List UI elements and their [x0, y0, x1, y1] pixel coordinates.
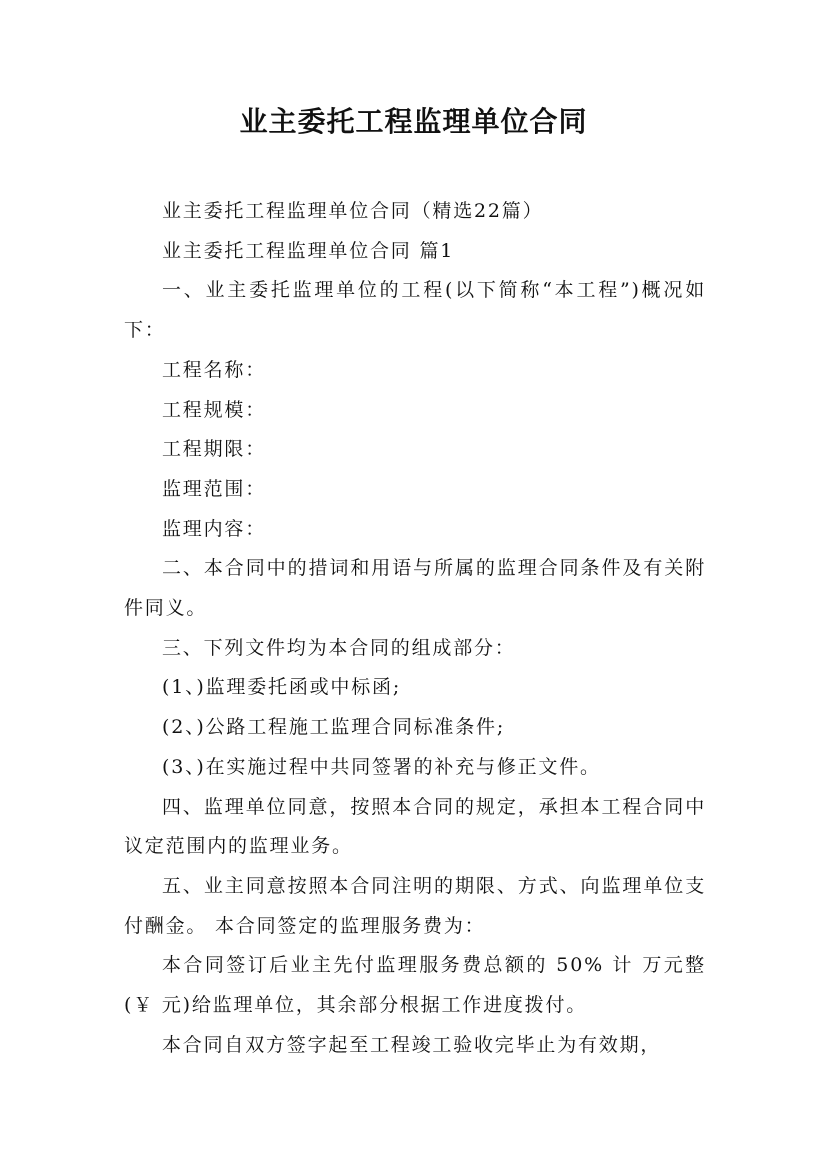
- paragraph-project-scale: 工程规模：: [162, 398, 267, 421]
- paragraph-supervision-scope: 监理范围：: [162, 477, 267, 500]
- paragraph-project-name: 工程名称：: [162, 358, 267, 381]
- paragraph-payment: 本合同签订后业主先付监理服务费总额的 50% 计 万元整(￥ 元)给监理单位，其余部分根据工作进度拨付。: [124, 954, 706, 1017]
- paragraph-subtitle: 业主委托工程监理单位合同（精选22篇）: [162, 200, 544, 222]
- paragraph-document-item-2: (2、)公路工程施工监理合同标准条件;: [162, 716, 506, 739]
- document-body: [124, 192, 706, 1065]
- paragraph-clause-1: 一、业主委托监理单位的工程(以下简称“本工程”)概况如下：: [124, 279, 706, 342]
- paragraph-supervision-content: 监理内容：: [162, 517, 267, 540]
- paragraph-document-item-1: (1、)监理委托函或中标函;: [162, 676, 402, 699]
- paragraph-clause-3: 三、下列文件均为本合同的组成部分：: [162, 636, 516, 659]
- paragraph-clause-4: 四、监理单位同意，按照本合同的规定，承担本工程合同中议定范围内的监理业务。: [124, 795, 706, 858]
- paragraph-validity: 本合同自双方签字起至工程竣工验收完毕止为有效期，: [162, 1033, 662, 1056]
- paragraph-project-period: 工程期限：: [162, 438, 267, 461]
- paragraph-section-heading: 业主委托工程监理单位合同 篇1: [162, 239, 455, 262]
- paragraph-document-item-3: (3、)在实施过程中共同签署的补充与修正文件。: [162, 755, 601, 778]
- document-title: 业主委托工程监理单位合同: [239, 105, 588, 138]
- paragraph-clause-2: 二、本合同中的措词和用语与所属的监理合同条件及有关附件同义。: [124, 557, 706, 620]
- paragraph-clause-5: 五、业主同意按照本合同注明的期限、方式、向监理单位支付酬金。 本合同签定的监理服务费为：: [124, 874, 706, 937]
